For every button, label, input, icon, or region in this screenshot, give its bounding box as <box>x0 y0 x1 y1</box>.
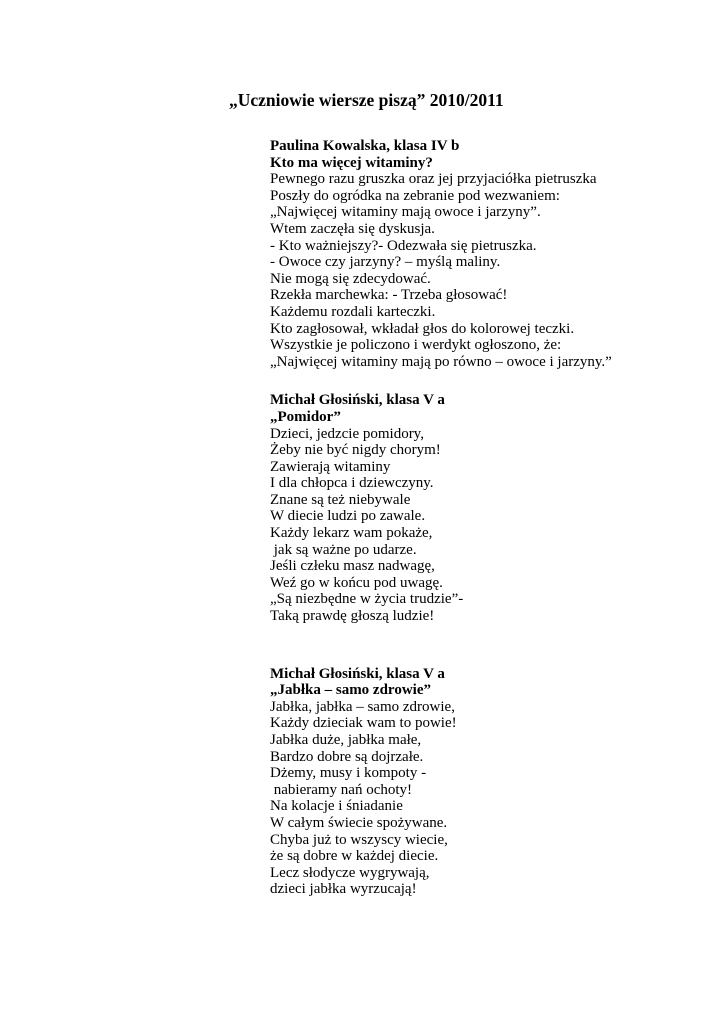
poem-line: Żeby nie być nigdy chorym! <box>270 442 441 459</box>
poem-line: Kto zagłosował, wkładał głos do kolorowej teczki. <box>270 320 575 337</box>
poem-author: Michał Głosiński, klasa V a <box>270 392 445 409</box>
page-title: „Uczniowie wiersze piszą” 2010/2011 <box>229 90 504 110</box>
poem-line: Pewnego razu gruszka oraz jej przyjaciółka pietruszka <box>270 171 597 188</box>
poem-line: Jabłka, jabłka – samo zdrowie, <box>270 698 455 715</box>
poem-line: „Najwięcej witaminy mają po równo – owoce i jarzyny.” <box>270 353 612 370</box>
poem-title: „Jabłka – samo zdrowie” <box>270 682 431 699</box>
poem-line: - Owoce czy jarzyny? – myślą maliny. <box>270 254 501 271</box>
poem-line: - Kto ważniejszy?- Odezwała się pietruszka. <box>270 237 537 254</box>
poem-line: Jeśli człeku masz nadwagę, <box>270 558 435 575</box>
poem-line: Bardzo dobre są dojrzałe. <box>270 748 424 765</box>
poem-line: „Najwięcej witaminy mają owoce i jarzyny”. <box>270 204 541 221</box>
poem-line: Nie mogą się zdecydować. <box>270 270 431 287</box>
poem-separator <box>270 370 690 392</box>
poem-pomidor <box>270 392 690 624</box>
poem-line: Chyba już to wszyscy wiecie, <box>270 831 448 848</box>
poem-line: Dzieci, jedzcie pomidory, <box>270 425 424 442</box>
poem-list <box>270 138 690 898</box>
poem-line: W całym świecie spożywane. <box>270 814 448 831</box>
poem-line: dzieci jabłka wyrzucają! <box>270 881 417 898</box>
poem-line: Lecz słodycze wygrywają, <box>270 864 430 881</box>
poem-line: W diecie ludzi po zawale. <box>270 508 426 525</box>
poem-line: „Są niezbędne w życia trudzie”- <box>270 591 464 608</box>
poem-author: Michał Głosiński, klasa V a <box>270 665 445 682</box>
poem-separator <box>270 625 690 666</box>
poem-line: Wtem zaczęła się dyskusja. <box>270 220 435 237</box>
poem-jablka-samo-zdrowie <box>270 666 690 898</box>
poem-kto-ma-wiecej-witaminy <box>270 138 690 370</box>
poem-line: jak są ważne po udarze. <box>270 541 417 558</box>
poem-line: Dżemy, musy i kompoty - <box>270 765 427 782</box>
poem-line: Każdemu rozdali karteczki. <box>270 303 436 320</box>
poem-line: Rzekła marchewka: - Trzeba głosować! <box>270 287 508 304</box>
poem-line: Na kolacje i śniadanie <box>270 798 403 815</box>
poem-line: Znane są też niebywale <box>270 491 411 508</box>
poem-line: Weź go w końcu pod uwagę. <box>270 574 443 591</box>
poem-line: Każdy lekarz wam pokaże, <box>270 525 433 542</box>
poem-title: „Pomidor” <box>270 408 341 425</box>
poem-line: I dla chłopca i dziewczyny. <box>270 475 434 492</box>
poem-author: Paulina Kowalska, klasa IV b <box>270 138 460 154</box>
poem-line: że są dobre w każdej diecie. <box>270 848 439 865</box>
poem-line: Wszystkie je policzono i werdykt ogłoszono, że: <box>270 337 562 354</box>
poem-line: nabieramy nań ochoty! <box>270 781 413 798</box>
poem-line: Każdy dzieciak wam to powie! <box>270 715 457 732</box>
poem-line: Taką prawdę głoszą ludzie! <box>270 608 435 625</box>
poem-line: Jabłka duże, jabłka małe, <box>270 732 422 748</box>
poem-title: Kto ma więcej witaminy? <box>270 154 433 171</box>
poem-line: Zawierają witaminy <box>270 458 391 475</box>
poem-line: Poszły do ogródka na zebranie pod wezwaniem: <box>270 187 560 204</box>
